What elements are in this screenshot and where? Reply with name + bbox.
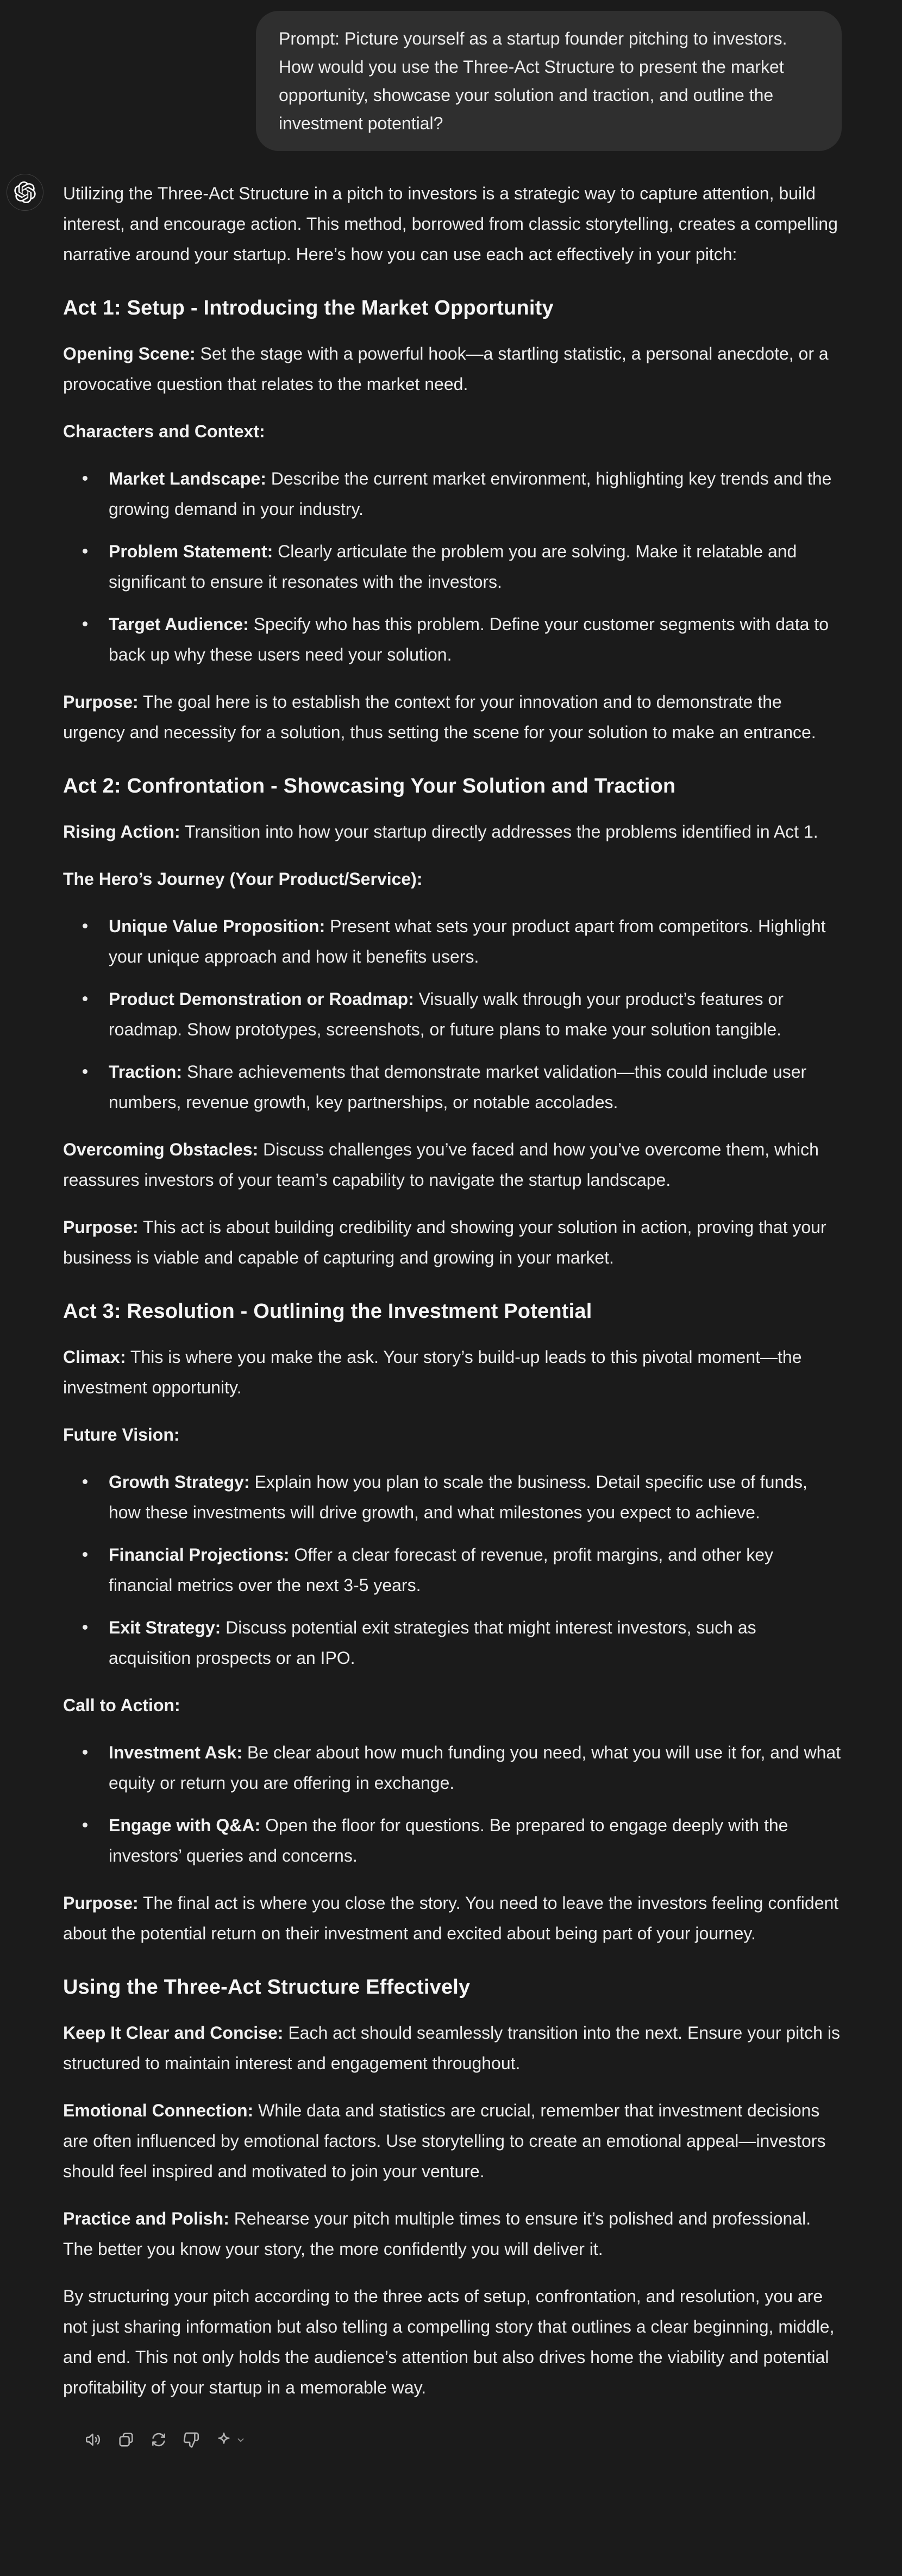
act1-purpose-paragraph — [63, 687, 842, 747]
opening-scene-paragraph — [63, 338, 842, 399]
assistant-avatar — [7, 174, 43, 211]
bold-label: Financial Projections: — [109, 1545, 290, 1565]
list-item — [82, 536, 842, 597]
bold-label: Purpose: — [63, 1217, 139, 1237]
chevron-down-icon — [235, 2434, 247, 2446]
list-item-text: Discuss potential exit strategies that might interest investors, such as acquisition prospects or an IPO. — [109, 1618, 756, 1668]
thumbs-down-icon — [182, 2430, 201, 2449]
bold-label: Engage with Q&A: — [109, 1815, 261, 1835]
paragraph-text: Rehearse your pitch multiple times to ensure it’s polished and professional. The better you know your story, the more confidently you will deliver it. — [63, 2209, 811, 2259]
paragraph-text: Discuss challenges you’ve faced and how you’ve overcome them, which reassures investors of your team’s capability to navigate the startup landscape. — [63, 1140, 819, 1190]
paragraph-text: Transition into how your startup directly addresses the problems identified in Act 1. — [180, 822, 818, 841]
bold-label: Growth Strategy: — [109, 1472, 250, 1492]
list-item-text: Present what sets your product apart from competitors. Highlight your unique approach and how it benefits users. — [109, 916, 826, 966]
act2-purpose-paragraph — [63, 1212, 842, 1273]
list-item-text: Specify who has this problem. Define your customer segments with data to back up why these users need your solution. — [109, 614, 829, 664]
user-message-row — [0, 11, 902, 151]
list-item — [82, 1737, 842, 1798]
list-item — [82, 609, 842, 670]
user-message-bubble — [256, 11, 842, 151]
heros-journey-subheading — [63, 864, 842, 894]
bold-label: Future Vision: — [63, 1425, 180, 1444]
bold-label: Rising Action: — [63, 822, 180, 841]
climax-paragraph — [63, 1342, 842, 1403]
act3-purpose-paragraph — [63, 1888, 842, 1949]
speaker-icon — [84, 2430, 103, 2449]
list-item — [82, 911, 842, 972]
list-item — [82, 1612, 842, 1673]
rising-action-paragraph — [63, 816, 842, 847]
list-item-text: Clearly articulate the problem you are solving. Make it relatable and significant to ensure it resonates with the investors. — [109, 542, 797, 592]
message-toolbar — [63, 2428, 842, 2452]
bold-label: Keep It Clear and Concise: — [63, 2023, 284, 2043]
assistant-message-row — [0, 174, 902, 2452]
thumbs-down-button[interactable] — [179, 2428, 203, 2452]
list-item-text: Explain how you plan to scale the business. Detail specific use of funds, how these investments will drive growth, and what milestones you expect to achieve. — [109, 1472, 807, 1522]
list-item-text: Be clear about how much funding you need, what you will use it for, and what equity or return you are offering in exchange. — [109, 1743, 841, 1793]
bold-label: Practice and Polish: — [63, 2209, 229, 2228]
user-message-text: Prompt: Picture yourself as a startup founder pitching to investors. How would you use the Three-Act Structure to present the market opportunity, showcase your solution and traction, and outline the investment potential? — [279, 29, 787, 133]
list-item — [82, 1810, 842, 1871]
tip-paragraph — [63, 2095, 842, 2187]
sparkle-icon — [215, 2430, 233, 2449]
act3-bullet-list — [63, 1467, 842, 1673]
regenerate-button[interactable] — [147, 2428, 171, 2452]
act1-bullet-list — [63, 463, 842, 670]
bold-label: Target Audience: — [109, 614, 249, 634]
bold-label: Investment Ask: — [109, 1743, 242, 1762]
call-to-action-subheading — [63, 1690, 842, 1720]
openai-logo-icon — [14, 181, 36, 203]
tip-paragraph — [63, 2018, 842, 2078]
bold-label: Emotional Connection: — [63, 2101, 254, 2120]
copy-button[interactable] — [114, 2428, 138, 2452]
paragraph-text: The goal here is to establish the context for your innovation and to demonstrate the urgency and necessity for a solution, thus setting the scene for your solution to make an entrance. — [63, 692, 816, 742]
overcoming-obstacles-paragraph — [63, 1134, 842, 1195]
act2-bullet-list — [63, 911, 842, 1117]
list-item — [82, 984, 842, 1045]
list-item-text: Visually walk through your product’s features or roadmap. Show prototypes, screenshots, or future plans to make your solution tangible. — [109, 989, 784, 1039]
list-item — [82, 1467, 842, 1528]
tips-heading: Using the Three-Act Structure Effectively — [63, 1976, 471, 1999]
bold-label: Opening Scene: — [63, 344, 196, 363]
bold-label: Climax: — [63, 1347, 126, 1367]
list-item-text: Share achievements that demonstrate market validation—this could include user numbers, revenue growth, key partnerships, or notable accolades. — [109, 1062, 807, 1112]
bold-label: Problem Statement: — [109, 542, 273, 561]
bold-label: The Hero’s Journey (Your Product/Service): — [63, 869, 423, 889]
bold-label: Call to Action: — [63, 1695, 180, 1715]
list-item — [82, 1540, 842, 1600]
list-item-text: Open the floor for questions. Be prepared to engage deeply with the investors’ queries and concerns. — [109, 1815, 788, 1865]
bold-label: Purpose: — [63, 1893, 139, 1913]
list-item-text: Describe the current market environment, highlighting key trends and the growing demand in your industry. — [109, 469, 832, 519]
copy-icon — [117, 2430, 135, 2449]
model-switcher-button[interactable] — [212, 2428, 249, 2452]
tip-paragraph — [63, 2203, 842, 2264]
bold-label: Traction: — [109, 1062, 183, 1082]
characters-context-subheading — [63, 416, 842, 447]
bold-label: Unique Value Proposition: — [109, 916, 325, 936]
future-vision-subheading — [63, 1419, 842, 1450]
paragraph-text: The final act is where you close the story. You need to leave the investors feeling confident about the potential return on their investment and excited about being part of your journey. — [63, 1893, 839, 1943]
act2-heading: Act 2: Confrontation - Showcasing Your Solution and Traction — [63, 775, 676, 797]
bold-label: Characters and Context: — [63, 422, 265, 441]
paragraph-text: This is where you make the ask. Your story’s build-up leads to this pivotal moment—the investment opportunity. — [63, 1347, 802, 1397]
bold-label: Overcoming Obstacles: — [63, 1140, 259, 1159]
closing-paragraph: By structuring your pitch according to the three acts of setup, confrontation, and resolution, you are not just sharing information but also telling a compelling story that outlines a clear beginning, middle, and end. This not only holds the audience’s attention but also drives home the viability and potential profitability of your startup in a memorable way. — [63, 2286, 835, 2397]
list-item-text: Offer a clear forecast of revenue, profit margins, and other key financial metrics over the next 3-5 years. — [109, 1545, 774, 1595]
read-aloud-button[interactable] — [82, 2428, 105, 2452]
regenerate-icon — [149, 2430, 168, 2449]
bold-label: Exit Strategy: — [109, 1618, 221, 1637]
assistant-message-content — [63, 174, 842, 2452]
paragraph-text: Set the stage with a powerful hook—a startling statistic, a personal anecdote, or a provocative question that relates to the market need. — [63, 344, 829, 394]
intro-paragraph: Utilizing the Three-Act Structure in a pitch to investors is a strategic way to capture attention, build interest, and encourage action. This method, borrowed from classic storytelling, creates a compelling narrative around your startup. Here’s how you can use each act effectively in your pitch: — [63, 184, 838, 264]
list-item — [82, 1057, 842, 1117]
act3-heading: Act 3: Resolution - Outlining the Investment Potential — [63, 1300, 592, 1323]
bold-label: Market Landscape: — [109, 469, 266, 488]
paragraph-text: Each act should seamlessly transition into the next. Ensure your pitch is structured to maintain interest and engagement throughout. — [63, 2023, 840, 2073]
call-to-action-bullet-list — [63, 1737, 842, 1871]
list-item — [82, 463, 842, 524]
paragraph-text: This act is about building credibility and showing your solution in action, proving that your business is viable and capable of capturing and growing in your market. — [63, 1217, 826, 1267]
act1-heading: Act 1: Setup - Introducing the Market Opportunity — [63, 297, 554, 319]
paragraph-text: While data and statistics are crucial, remember that investment decisions are often influenced by emotional factors. Use storytelling to create an emotional appeal—investors should feel inspired and motivated to join your venture. — [63, 2101, 826, 2181]
bold-label: Product Demonstration or Roadmap: — [109, 989, 414, 1009]
bold-label: Purpose: — [63, 692, 139, 712]
